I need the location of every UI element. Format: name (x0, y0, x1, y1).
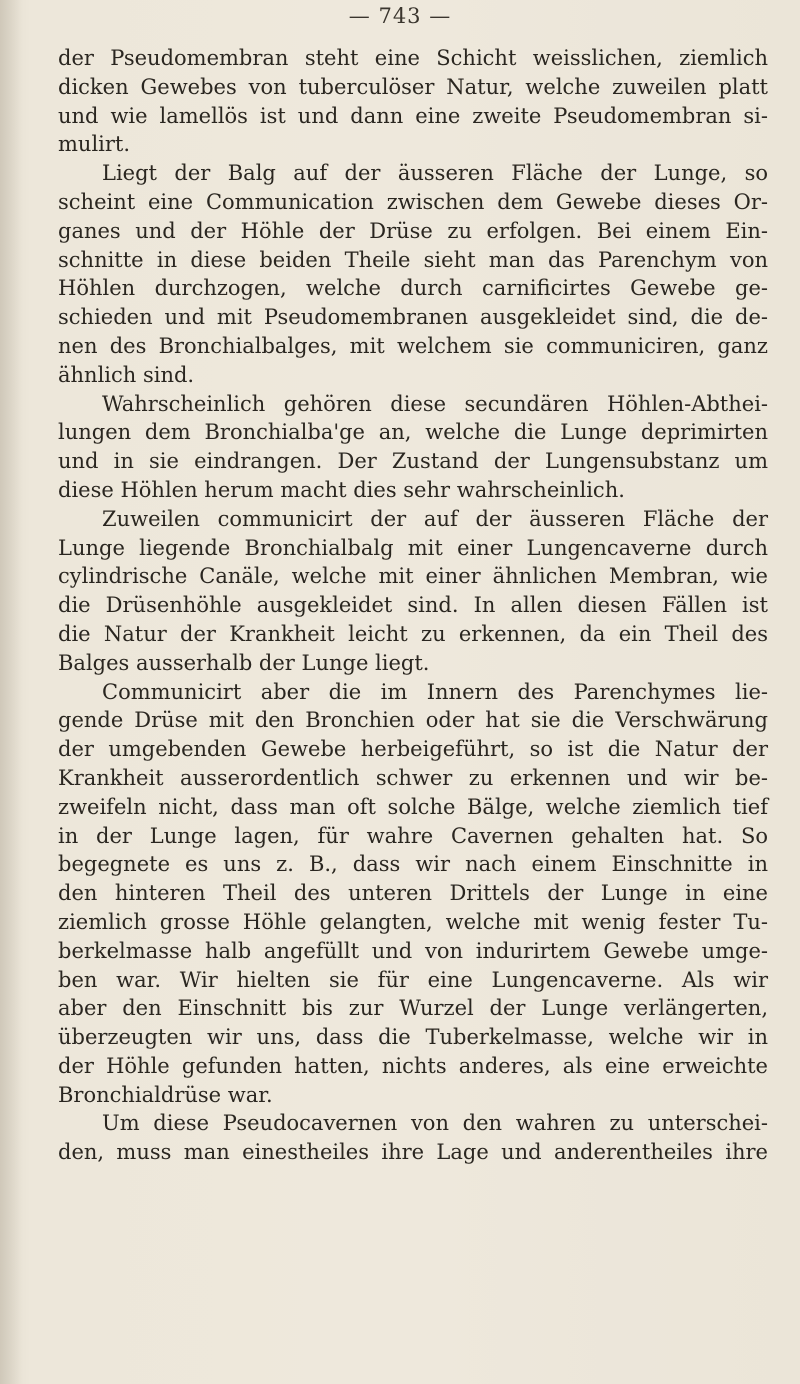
body-text (58, 44, 768, 1167)
text-line: Liegt der Balg auf der äusseren Fläche der Lunge, so (102, 161, 768, 186)
text-line: Wahrscheinlich gehören diese secundären Höhlen-Abthei- (102, 391, 768, 416)
text-line: Lunge liegende Bronchialbalg mit einer Lungencaverne durch (58, 535, 768, 560)
text-line: Höhlen durchzogen, welche durch carnificirtes Gewebe ge- (58, 276, 768, 301)
text-line: Bronchialdrüse war. (58, 1082, 273, 1107)
text-line: berkelmasse halb angefüllt und von indurirtem Gewebe umge- (58, 938, 768, 963)
text-line: in der Lunge lagen, für wahre Cavernen gehalten hat. So (58, 823, 768, 848)
text-line: begegnete es uns z. B., dass wir nach einem Einschnitte in (58, 852, 768, 877)
text-line: dicken Gewebes von tuberculöser Natur, welche zuweilen platt (58, 74, 768, 99)
text-line: Communicirt aber die im Innern des Parenchymes lie- (102, 679, 768, 704)
text-line: den hinteren Theil des unteren Drittels der Lunge in eine (58, 881, 768, 906)
text-line: aber den Einschnitt bis zur Wurzel der Lunge verlängerten, (58, 996, 768, 1021)
text-line: ben war. Wir hielten sie für eine Lungencaverne. Als wir (58, 967, 768, 992)
text-line: die Drüsenhöhle ausgekleidet sind. In allen diesen Fällen ist (58, 593, 768, 618)
text-line: zweifeln nicht, dass man oft solche Bälge, welche ziemlich tief (58, 794, 768, 819)
page-number: — 743 — (348, 4, 452, 28)
text-line: lungen dem Bronchialba'ge an, welche die Lunge deprimirten (58, 420, 768, 445)
text-line: nen des Bronchialbalges, mit welchem sie communiciren, ganz (58, 333, 768, 358)
text-line: überzeugten wir uns, dass die Tuberkelmasse, welche wir in (58, 1025, 768, 1050)
text-line: ganes und der Höhle der Drüse zu erfolgen. Bei einem Ein- (58, 218, 768, 243)
text-line: schnitte in diese beiden Theile sieht man das Parenchym von (58, 247, 768, 272)
text-line: den, muss man einestheiles ihre Lage und anderentheiles ihre (58, 1140, 768, 1165)
text-line: mulirt. (58, 132, 131, 157)
text-line: cylindrische Canäle, welche mit einer ähnlichen Membran, wie (58, 564, 768, 589)
text-line: der Pseudomembran steht eine Schicht weisslichen, ziemlich (58, 46, 768, 70)
text-line: diese Höhlen herum macht dies sehr wahrscheinlich. (58, 477, 625, 502)
text-line: der Höhle gefunden hatten, nichts anderes, als eine erweichte (58, 1053, 768, 1078)
text-line: Krankheit ausserordentlich schwer zu erkennen und wir be- (58, 765, 768, 790)
text-line: die Natur der Krankheit leicht zu erkennen, da ein Theil des (58, 621, 768, 646)
text-line: der umgebenden Gewebe herbeigeführt, so ist die Natur der (58, 737, 768, 762)
text-line: ähnlich sind. (58, 362, 195, 387)
text-line: und in sie eindrangen. Der Zustand der Lungensubstanz um (58, 449, 768, 474)
text-line: Um diese Pseudocavernen von den wahren zu unterschei- (102, 1111, 768, 1136)
text-line: gende Drüse mit den Bronchien oder hat sie die Verschwärung (58, 708, 768, 733)
text-line: scheint eine Communication zwischen dem Gewebe dieses Or- (58, 189, 768, 214)
text-line: Balges ausserhalb der Lunge liegt. (58, 650, 430, 675)
text-line: schieden und mit Pseudomembranen ausgekleidet sind, die de- (58, 305, 768, 330)
page-edge-shadow (0, 0, 22, 1384)
text-line: Zuweilen communicirt der auf der äusseren Fläche der (102, 506, 768, 531)
text-line: ziemlich grosse Höhle gelangten, welche mit wenig fester Tu- (58, 909, 768, 934)
text-line: und wie lamellös ist und dann eine zweite Pseudomembran si- (58, 103, 768, 128)
